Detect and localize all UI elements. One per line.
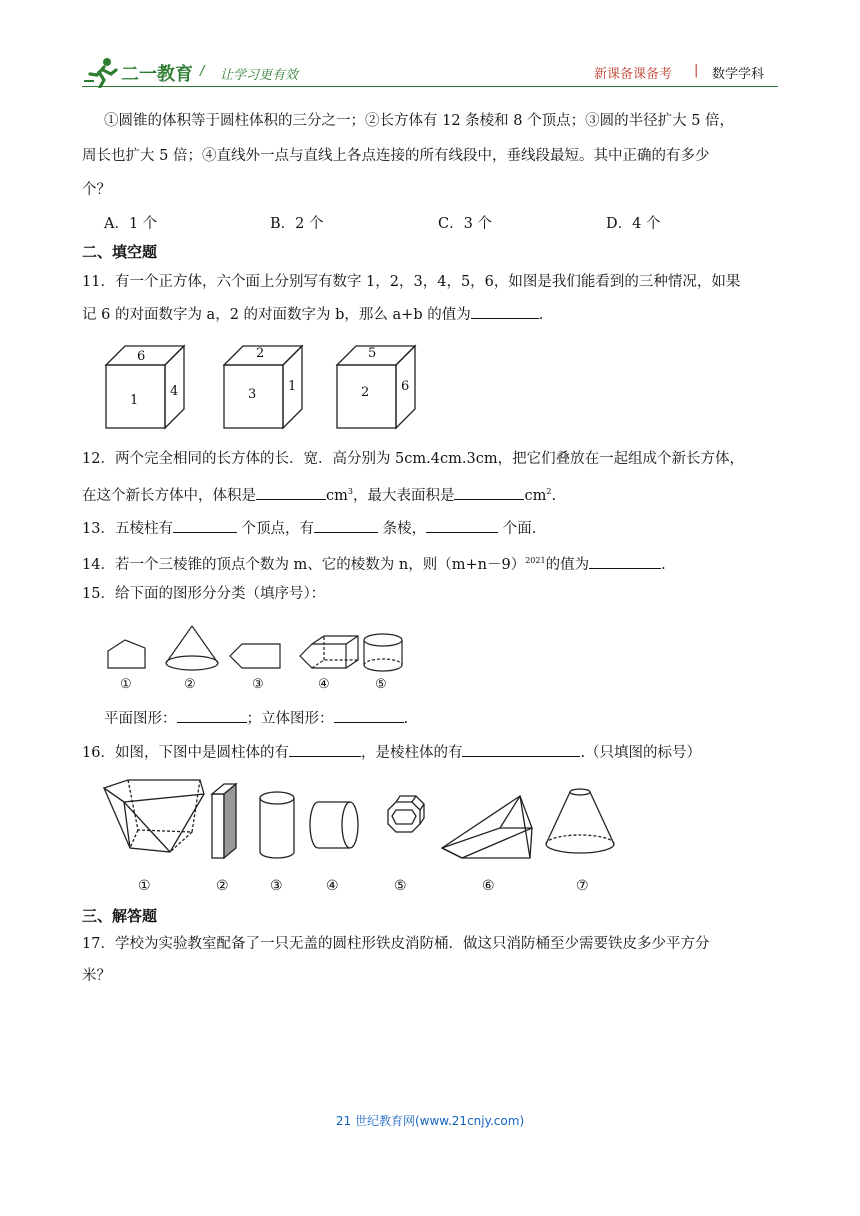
header-rule: [82, 86, 778, 87]
q10-option-a: A．1 个: [104, 216, 158, 232]
q16-label-4: ④: [326, 878, 339, 894]
q16-label-6: ⑥: [482, 878, 495, 894]
pentagon-shape: [108, 640, 145, 668]
q11-answer-blank[interactable]: [471, 304, 539, 319]
cube3-front: 2: [361, 385, 370, 400]
q14-end: .: [661, 556, 666, 573]
q12-unit2: cm: [524, 487, 547, 504]
q13-line: [82, 518, 536, 539]
q12-text-a: 在这个新长方体中，体积是: [82, 487, 256, 504]
q13-text-c: 条棱，: [378, 521, 427, 537]
logo-runner-icon: [82, 56, 122, 88]
cube2-side: 1: [288, 379, 297, 394]
q12-end: .: [551, 487, 557, 504]
q15-answer-line: [104, 708, 408, 729]
q15-label-1: ①: [120, 677, 132, 692]
q12-volume-blank[interactable]: [256, 485, 326, 500]
q16-text-b: ，是棱柱体的有: [360, 745, 463, 761]
q16-label-3: ③: [270, 878, 283, 894]
cube1-front: 1: [130, 393, 139, 408]
cube1-top: 6: [137, 349, 146, 364]
triangular-prism-shape: [442, 796, 532, 858]
q16-label-2: ②: [216, 878, 229, 894]
q12-unit1-sup: 3: [347, 487, 353, 496]
q12-text-b: ，最大表面积是: [352, 487, 455, 504]
arrow-pentagon-shape: [230, 644, 280, 668]
q12-line2: [82, 482, 556, 506]
q11-line2-end: .: [538, 307, 544, 323]
q10-option-d: D．4 个: [606, 216, 661, 232]
section-answer-title: 三、解答题: [82, 907, 158, 925]
octagonal-prism-shape: [388, 796, 424, 832]
q12-unit2-sup: 2: [546, 487, 552, 496]
q13-text-d: 个面.: [498, 521, 537, 537]
q13-edges-blank[interactable]: [314, 518, 378, 533]
q16-text-a: 16．如图，下图中是圆柱体的有: [82, 745, 289, 761]
q10-option-b: B．2 个: [270, 216, 324, 232]
prism-shape: [300, 636, 358, 668]
q15-label-3: ③: [252, 677, 264, 692]
q12-line1: 12．两个完全相同的长方体的长．宽．高分别为 5cm.4cm.3cm，把它们叠放在一起组成个新长方体，: [82, 451, 745, 467]
frustum-prism-shape: [104, 780, 204, 852]
q16-cylinder-blank[interactable]: [289, 742, 361, 757]
q14-text-a: 14．若一个三棱锥的顶点个数为 m、它的棱数为 n，则（m+n－9）: [82, 556, 526, 573]
q10-option-c: C．3 个: [438, 216, 492, 232]
q16-label-7: ⑦: [576, 878, 589, 894]
q14-line: [82, 551, 666, 575]
q16-text-c: .（只填图的标号）: [580, 745, 702, 761]
slogan-slash: /: [200, 64, 205, 79]
q14-text-b: 的值为: [545, 556, 590, 573]
q16-line: [82, 742, 701, 763]
q12-surface-blank[interactable]: [454, 485, 524, 500]
q15-end: .: [403, 711, 409, 727]
q10-line2: 周长也扩大 5 倍；④直线外一点与直线上各点连接的所有线段中，垂线段最短。其中正确的有多少: [82, 148, 710, 164]
q17-line2: 米？: [82, 968, 111, 984]
q15-shapes-figure: [100, 618, 420, 694]
q16-label-1: ①: [138, 878, 151, 894]
q16-prism-blank[interactable]: [462, 742, 580, 757]
q10-line1: ①圆锥的体积等于圆柱体积的三分之一；②长方体有 12 条棱和 8 个顶点；③圆的半径扩大 5 倍，: [104, 113, 735, 129]
cube3-top: 5: [368, 346, 377, 361]
cylinder-upright-shape: [260, 792, 294, 858]
cone-shape: [166, 626, 218, 670]
cylinder-lying-shape: [310, 802, 358, 848]
q14-exponent: 2021: [525, 556, 546, 565]
q16-label-5: ⑤: [394, 878, 407, 894]
q16-solids-figure: [100, 776, 640, 898]
q15-label-4: ④: [318, 677, 330, 692]
cube2-top: 2: [256, 346, 265, 361]
slogan: 让学习更有效: [220, 68, 299, 83]
q15-label-2: ②: [184, 677, 196, 692]
q15-text-b: ；立体图形：: [246, 711, 334, 727]
q15-label-5: ⑤: [375, 677, 387, 692]
q13-text-b: 个顶点，有: [236, 521, 315, 537]
q11-line2: [82, 304, 543, 325]
cube3-side: 6: [401, 379, 410, 394]
cube2-front: 3: [248, 387, 257, 402]
q10-line3: 个？: [82, 182, 111, 198]
q13-faces-blank[interactable]: [426, 518, 498, 533]
q14-answer-blank[interactable]: [589, 554, 661, 569]
section-fill-in-title: 二、填空题: [82, 243, 158, 261]
logo-text: 二一教育: [121, 64, 193, 85]
q17-line1: 17．学校为实验教室配备了一只无盖的圆柱形铁皮消防桶．做这只消防桶至少需要铁皮多少平方分: [82, 936, 710, 952]
header-subject: 数学学科: [712, 67, 765, 82]
footer-link[interactable]: 21 世纪教育网(www.21cnjy.com): [335, 1114, 525, 1128]
cylinder-shape: [364, 634, 402, 671]
q13-vertices-blank[interactable]: [173, 518, 237, 533]
header-course-tag: 新课备课备考: [594, 67, 673, 82]
q11-line2-text: 记 6 的对面数字为 a，2 的对面数字为 b，那么 a+b 的值为: [82, 307, 471, 323]
q13-text-a: 13．五棱柱有: [82, 521, 173, 537]
q15-text-a: 平面图形：: [104, 711, 177, 727]
header: [0, 0, 860, 95]
tall-cuboid-shape: [212, 784, 236, 858]
q12-unit1: cm: [326, 487, 348, 504]
header-divider: |: [694, 63, 699, 78]
q15-plane-blank[interactable]: [177, 708, 247, 723]
q15-solid-blank[interactable]: [334, 708, 404, 723]
frustum-cone-shape: [546, 789, 614, 853]
cube1-side: 4: [170, 384, 179, 399]
q15-line: 15．给下面的图形分分类（填序号）：: [82, 586, 326, 602]
q11-cubes-figure: [100, 340, 430, 432]
q11-line1: 11．有一个正方体，六个面上分别写有数字 1，2，3，4，5，6，如图是我们能看到的三种情况，如果: [82, 274, 741, 290]
